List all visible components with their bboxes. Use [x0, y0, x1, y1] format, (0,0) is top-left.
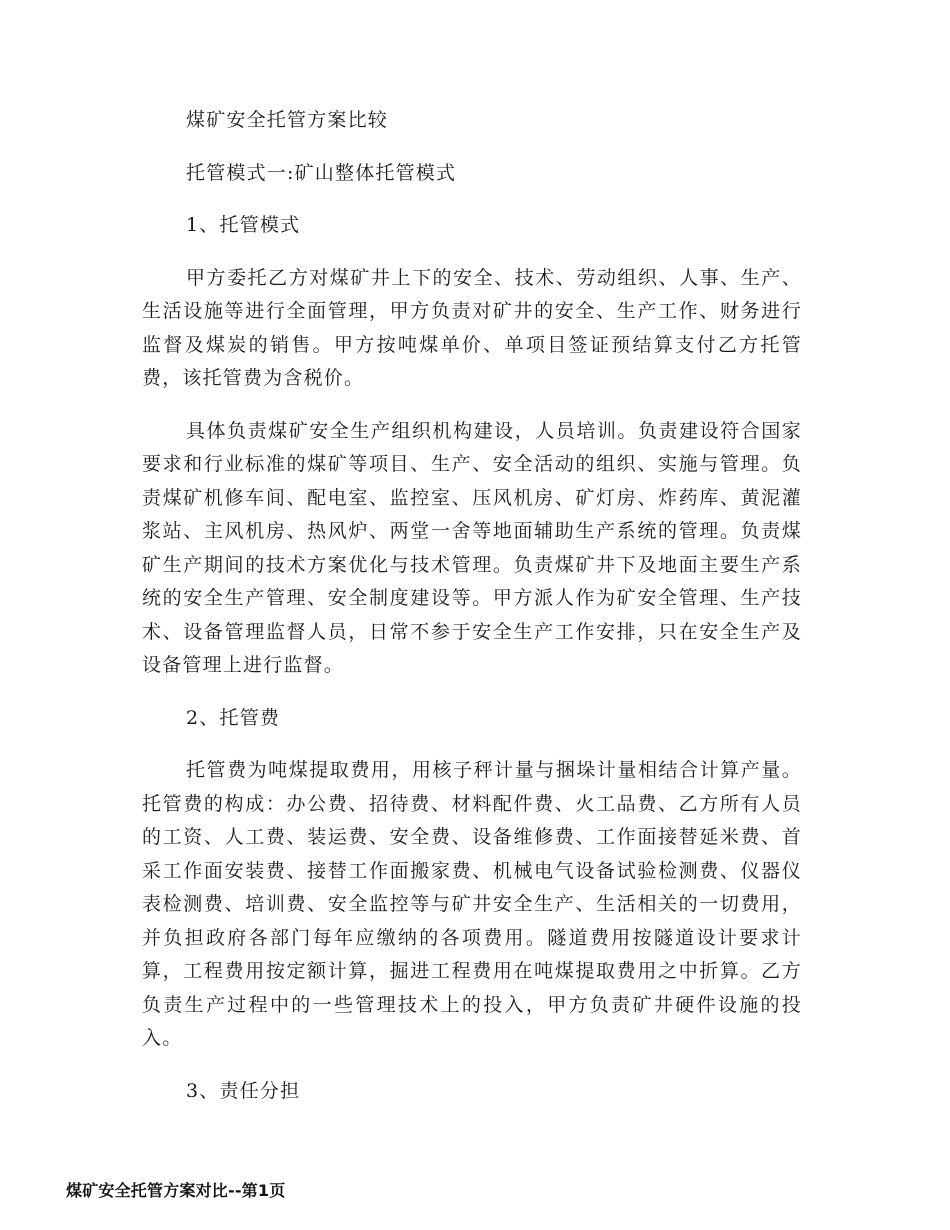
paragraph: 具体负责煤矿安全生产组织机构建设，人员培训。负责建设符合国家要求和行业标准的煤矿等项目、生产、安全活动的组织、实施与管理。负责煤矿机修车间、配电室、监控室、压风机房、矿灯房、炸药库、黄泥灌浆站、主风机房、热风炉、两堂一舍等地面辅助生产系统的管理。负责煤矿生产期间的技术方案优化与技术管理。负责煤矿井下及地面主要生产系统的安全生产管理、安全制度建设等。甲方派人作为矿安全管理、生产技术、设备管理监督人员，日常不参于安全生产工作安排，只在安全生产及设备管理上进行监督。	[142, 419, 802, 676]
document-body	[142, 104, 802, 1127]
section-heading-2: 2、托管费	[186, 706, 281, 729]
page-footer: 煤矿安全托管方案对比--第1页	[66, 1181, 286, 1200]
section-heading-1: 1、托管模式	[186, 214, 301, 236]
paragraph: 甲方委托乙方对煤矿井上下的安全、技术、劳动组织、人事、生产、生活设施等进行全面管理，甲方负责对矿井的安全、生产工作、财务进行监督及煤炭的销售。甲方按吨煤单价、单项目签证预结算支付乙方托管费，该托管费为含税价。	[142, 266, 802, 389]
section-heading-3: 3、责任分担	[186, 1079, 301, 1102]
mode-heading: 托管模式一:矿山整体托管模式	[186, 161, 457, 184]
document-title: 煤矿安全托管方案比较	[186, 109, 389, 131]
paragraph: 托管费为吨煤提取费用，用核子秤计量与捆垛计量相结合计算产量。托管费的构成：办公费、招待费、材料配件费、火工品费、乙方所有人员的工资、人工费、装运费、安全费、设备维修费、工作面接替延米费、首采工作面安装费、接替工作面搬家费、机械电气设备试验检测费、仪器仪表检测费、培训费、安全监控等与矿井安全生产、生活相关的一切费用，并负担政府各部门每年应缴纳的各项费用。隧道费用按隧道设计要求计算，工程费用按定额计算，掘进工程费用在吨煤提取费用之中折算。乙方负责生产过程中的一些管理技术上的投入，甲方负责矿井硬件设施的投入。	[142, 759, 802, 1049]
